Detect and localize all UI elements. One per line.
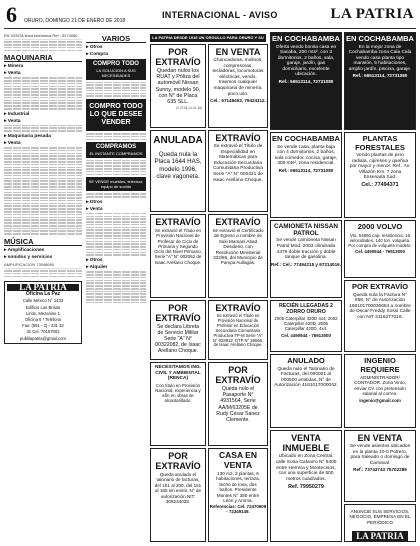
classifieds-column-1: [4, 32, 82, 542]
display-ad-compramos: COMPRAMOS EL INSTANTE COMPRAMOS: [86, 142, 146, 158]
subcategory-alquiler: ▸ Alquiler: [86, 265, 146, 270]
subcategory-venta: ▸ Venta: [86, 207, 146, 212]
classifieds-column-2: [86, 32, 146, 542]
office-logo: LA PATRIA: [7, 284, 79, 291]
page-number: 6: [6, 2, 17, 27]
office-line: Fax: (591 - 2) - 231 32: [22, 323, 64, 329]
ad-casa-en-venta: CASA EN VENTA 130 m2, 3 plantas, 6 habitaciones, terraza, techo de losa, dos baños. Presidente Montes N° 380 entre León y Aroma. Referencias: Cel. 72470609 - 72349149.: [208, 448, 268, 542]
subcategory-compra: ▸ Compra: [86, 52, 146, 57]
ad-extravio-talonario: POR EXTRAVÍO Queda anulado el talonario de facturas, del 151 al 200, del 151 al 185 sin emitir, N° de autorización NIT: 308234028.: [150, 448, 206, 542]
office-line: Calle México N° 1433: [22, 298, 64, 304]
subcategory-minera: ▸ Minera: [4, 64, 82, 69]
office-line: Oficina 6 * Teléfono: [24, 317, 62, 322]
ad-cochabamba-cala-cala: EN COCHABAMBA En la mejor zona de Cochabamba zona Cala Cala vendo casa planta tipo mansión, 5 habitaciones, amplio jardín, piscina, garaje. Ref.: 66513114, 72731080: [344, 32, 416, 130]
ad-ingenio-requiere: INGENIO REQUIERE ADMINISTRADOR/ CONTADOR. Zona Vinto, enviar CV con pretensión salarial al correo. ingenio@gmail.com: [344, 354, 416, 428]
ad-necesitamos-ingeniero: NECESITAMOS ING. CIVIL Y AMBIENTAL (RENCA) Con título en Provisión Nacional, experiencia y afín en obras de alcantarillado.: [150, 362, 206, 446]
ad-recien-llegadas: RECIÉN LLEGADAS 2 ZORRO ORURO 2005 Caterpillar 420D 4x4; 2002 Caterpillar 420D, 2005 Caterpillar 420D, 4x4. Cel. 4490944 - 76913000: [270, 300, 342, 352]
ad-extravio-libreta-militar: POR EXTRAVÍO Se declara Libreta de Servicio Militar Serie "A" N° 00322082, de Isaac Arellano Choque.: [150, 300, 206, 360]
ad-anulado-talonario: ANULADO Queda nulo el Talonario de Facturas, del 000001 al 000500 emitidas, N° de Autorización 4161017000042.: [270, 354, 342, 428]
ad-extravio-titulo-profesor: EXTRAVÍO Se extravió el Título en Provisión Nacional de Profesor de Ciclo de Primaria y Segundo Ciclo del Nivel Primario, Serie "A" N° 002062 de Isaac Arellano Choque.: [150, 214, 206, 298]
header-divider: [4, 28, 416, 29]
office-line: 31 Cel. 70157802: [26, 329, 60, 335]
classified-text: EN VENTA linea telefonica Ref.: 5274080: [4, 32, 82, 40]
promo-banner: LA PATRIA DESDE 1919 UN ORGULLO PARA ORURO Y SU: [150, 34, 266, 42]
ad-por-extravio-ruat: POR EXTRAVÍO Quedan nulos los RUAT y Póliza del automóvil Nissan Sunny, modelo 90, con N° de Placa 635 SLL. (0-0793-14-01-18): [150, 44, 206, 128]
ad-anuncie-servicios: ANUNCIE SUS SERVICIOS, NEGOCIO, EMPRESA EN EL PERIÓDICO LA PATRIA: [344, 504, 416, 542]
ad-extravio-factura: POR EXTRAVÍO Queda nula la Factura N° 558, N° de Autorización 168101700036654 a nombre de Oscar Freddy Sossi Calle con NIT 3116277016.: [344, 280, 416, 352]
subcategory-venta: ▸ Venta: [4, 141, 82, 146]
office-line: Lirios, Mezanine 1: [26, 310, 60, 316]
office-info-box: [4, 281, 82, 344]
subcategory-industrial: ▸ Industrial: [4, 112, 82, 117]
newspaper-logo: LA PATRIA: [352, 531, 407, 541]
ad-en-venta-maquinaria: EN VENTA Chancadoras, molinos, compresoras, tecladoras, locomotoras eléctricas, vendo, traemos cualquier maquinaria de minería, poco uso. Cel.: 67148453, 79424112.: [208, 44, 268, 128]
category-varios: VARIOS: [86, 36, 146, 43]
display-ad-compro-todo: COMPRO TODO LA SOLUCION A SUS NECESIDADES: [86, 59, 146, 80]
category-musica: MÚSICA: [4, 239, 82, 246]
office-line: Oficina La Paz: [25, 291, 61, 298]
ad-en-venta-asientos: EN VENTA Se vende asientos ubicados en la planta 10-0 Potrero, para Saleado o domingo de Carnaval. Ref.: 73743743 75702289: [344, 430, 416, 502]
newspaper-logo: LA PATRIA: [330, 6, 414, 22]
ad-extravio-titulo-especialidad: EXTRAVÍO Se extravió el Título de Especialidad en Matemáticas para Educación Secundaria Comunitaria Productiva Serie "A" N° 000421 de Isaac Arellano Choque.: [208, 130, 268, 212]
subcategory-otros: ▸ Otros: [86, 45, 146, 50]
ad-volvo-2000: 2000 VOLVO Vlo, 64860 cap. resistencia, 16 velocidades, 140 ton. volqueta. Por compra de volquete modelo. Cel. 4490944 - 76913000: [344, 220, 416, 278]
classified-text: AMPLIFICACION 73948690: [4, 261, 82, 269]
section-title: INTERNACIONAL - AVISO: [162, 10, 278, 20]
ad-camioneta-nissan: CAMIONETA NISSAN PATROL Se vende camioneta Nissan Patrol Mod. 2003 cilindrada 4479 doble tracción y doble tanque de gasolina. Ref.: Cel.: 77494215 y 67214016.: [270, 220, 342, 298]
subcategory-maquinaria-pesada: ▸ Maquinaria pesada: [4, 134, 82, 139]
subcategory-otros: ▸ Otros: [86, 200, 146, 205]
ad-extravio-titulo-secundaria: EXTRAVÍO Se extravió el Título en Provisión Nacional de Profesor en Educación Secundaria Comunitaria Productiva TP-M Serie "A" N° 028912, DTP N° 26566, de Isaac Arellano Choque.: [208, 300, 268, 360]
ad-venta-inmueble: VENTA INMUEBLE Ubicado en Zona Central, calle Soria Galvarro N° 5400 entre Herrera y Montecinos, con una superficie de 500 metros cuadrados. Ref. 79950279: [270, 430, 342, 542]
page-date: ORURO, DOMINGO 21 DE ENERO DE 2018: [24, 18, 126, 24]
category-maquinaria: MAQUINARIA: [4, 55, 82, 62]
ad-cochabamba-casa: EN COCHABAMBA Se vende casa, planta baja con 4 dormitorios, 2 baños, sala comedor, cocina, garaje, 300 mts², zona residencial. Ref.: 66513114, 72731080: [270, 132, 342, 218]
subcategory-venta: ▸ Venta: [4, 71, 82, 76]
office-email[interactable]: publilapatria@gmail.com: [20, 335, 66, 341]
page-header: [4, 4, 416, 28]
ad-extravio-certificado-egreso: EXTRAVÍO Se extravió el Certificado de Egreso a nombre de Saki Mamani Abad Desiderio, con Resolución Ministerial 332/86, del Municipio de Pampa Aullagas.: [208, 214, 268, 298]
display-ad-venta-muebles: SE VENDE muebles, televisor, equipo de sonido: [86, 177, 146, 191]
subcategory-venta: ▸ Venta: [4, 119, 82, 124]
ad-extravio-pasaporte: POR EXTRAVÍO Queda nulo el Pasaporte N° 4931564, Serie AA/M/63205E de Rudy César Sanez Clemente.: [208, 362, 268, 446]
subcategory-sonidos: ▸ sonidos y servicios: [4, 255, 82, 260]
ad-anulada-placa: ANULADA Queda nula la Placa 1644 HAS, modelo 1996, clave vagoneta.: [150, 130, 206, 212]
display-ad-compro-todo-2: COMPRO TODO LO QUE DESEE VENDER: [86, 99, 146, 131]
office-line: Edificio Las Brisas: [25, 304, 61, 310]
subcategory-amplificaciones: ▸ Amplificaciones: [4, 248, 82, 253]
ad-cochabamba-sacaba: EN COCHABAMBA Oferta vendo bonita casa en Sacaba, 200 mts², con 3 dormitorios, 2 baños, sala, garaje, jardín, gas domiciliario, excelente ubicación. Ref.: 66513114, 72731080: [270, 32, 342, 130]
ad-plantas-forestales: PLANTAS FORESTALES Vendo plantas de pino radiata, cipreses y queñua por mayor y menor. Ref.: Av. Villazón Km. 7 zona Ensenada Sud. Cel.: 77494371: [344, 132, 416, 218]
subcategory-otros: ▸ Otros: [86, 258, 146, 263]
